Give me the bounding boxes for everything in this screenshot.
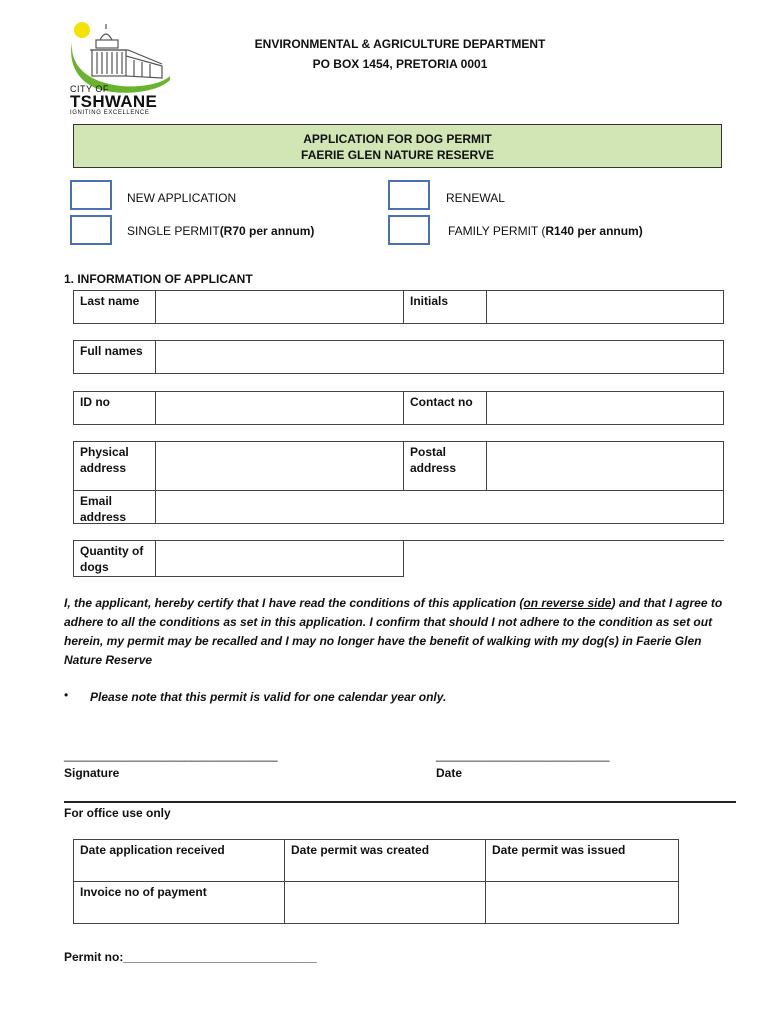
email-label-line1: Email bbox=[80, 494, 113, 508]
permit-no bbox=[64, 950, 317, 964]
postal-address-label-line1: Postal bbox=[410, 445, 447, 459]
office-divider bbox=[64, 801, 736, 803]
initials-field[interactable] bbox=[486, 290, 724, 324]
note-bullet: • bbox=[64, 688, 69, 702]
form-subtitle: FAERIE GLEN NATURE RESERVE bbox=[301, 148, 494, 162]
date-issued-cell[interactable]: Date permit was issued bbox=[485, 839, 679, 882]
signature-line[interactable]: ________________________________ bbox=[64, 748, 278, 762]
last-name-label: Last name bbox=[73, 290, 156, 324]
id-no-field[interactable] bbox=[155, 391, 404, 425]
certification-text-2: ) and that I agree to adhere to all the conditions as set in this application. I confirm that should I not adhere to the condition as set out herein, my permit may be recalled and I may no longer have the benefit of walking with my dog(s) in Faerie Glen Nature Reserve bbox=[64, 596, 723, 667]
logo-sun bbox=[74, 22, 90, 38]
logo-city-of: CITY OF bbox=[70, 84, 109, 94]
section-heading-applicant: 1. INFORMATION OF APPLICANT bbox=[64, 272, 253, 286]
physical-address-label-line1: Physical bbox=[80, 445, 129, 459]
email-label-line2: address bbox=[80, 510, 127, 524]
full-names-label: Full names bbox=[73, 340, 156, 374]
single-permit-price: (R70 per annum) bbox=[219, 224, 315, 238]
physical-address-label-line2: address bbox=[80, 461, 127, 475]
quantity-row-top-line bbox=[403, 540, 724, 541]
physical-address-field[interactable] bbox=[155, 441, 404, 491]
form-title: APPLICATION FOR DOG PERMIT bbox=[303, 132, 492, 146]
certification-text-1: I, the applicant, hereby certify that I have read the conditions of this application ( bbox=[64, 596, 524, 610]
postal-address-field[interactable] bbox=[486, 441, 724, 491]
email-label bbox=[73, 490, 156, 524]
certification-statement bbox=[64, 594, 740, 670]
id-no-label: ID no bbox=[73, 391, 156, 425]
logo-tagline: IGNITING EXCELLENCE bbox=[70, 110, 150, 116]
date-created-cell[interactable]: Date permit was created bbox=[284, 839, 486, 882]
validity-note: Please note that this permit is valid for one calendar year only. bbox=[90, 690, 447, 704]
form-title-box bbox=[73, 124, 722, 168]
family-permit-label bbox=[448, 224, 643, 238]
office-empty-cell-1[interactable] bbox=[284, 881, 486, 924]
office-empty-cell-2[interactable] bbox=[485, 881, 679, 924]
date-line[interactable]: __________________________ bbox=[436, 748, 610, 762]
invoice-no-cell[interactable]: Invoice no of payment bbox=[73, 881, 285, 924]
single-permit-text: SINGLE PERMIT bbox=[127, 224, 220, 238]
initials-label: Initials bbox=[403, 290, 487, 324]
physical-address-label bbox=[73, 441, 156, 491]
date-received-cell[interactable]: Date application received bbox=[73, 839, 285, 882]
department-name: ENVIRONMENTAL & AGRICULTURE DEPARTMENT bbox=[254, 37, 546, 51]
renewal-checkbox[interactable] bbox=[388, 180, 430, 210]
contact-no-field[interactable] bbox=[486, 391, 724, 425]
single-permit-checkbox[interactable] bbox=[70, 215, 112, 245]
signature-label: Signature bbox=[64, 766, 120, 780]
postal-address-label bbox=[403, 441, 487, 491]
quantity-label-line2: dogs bbox=[80, 560, 109, 574]
certification-underlined: on reverse side bbox=[523, 596, 612, 610]
permit-no-line[interactable]: _____________________________ bbox=[123, 950, 317, 964]
email-field[interactable] bbox=[155, 490, 724, 524]
single-permit-label bbox=[127, 224, 314, 238]
family-permit-checkbox[interactable] bbox=[388, 215, 430, 245]
office-use-heading: For office use only bbox=[64, 806, 171, 820]
new-application-checkbox[interactable] bbox=[70, 180, 112, 210]
logo-tshwane: TSHWANE bbox=[70, 92, 158, 111]
permit-no-label: Permit no: bbox=[64, 950, 124, 964]
quantity-of-dogs-label bbox=[73, 540, 156, 577]
contact-no-label: Contact no bbox=[403, 391, 487, 425]
date-label: Date bbox=[436, 766, 463, 780]
new-application-label: NEW APPLICATION bbox=[127, 191, 237, 205]
family-permit-text: FAMILY PERMIT ( bbox=[448, 224, 546, 238]
department-address: PO BOX 1454, PRETORIA 0001 bbox=[312, 57, 488, 71]
full-names-field[interactable] bbox=[155, 340, 724, 374]
quantity-of-dogs-field[interactable] bbox=[155, 540, 404, 577]
family-permit-price: R140 per annum) bbox=[545, 224, 643, 238]
last-name-field[interactable] bbox=[155, 290, 404, 324]
postal-address-label-line2: address bbox=[410, 461, 457, 475]
quantity-label-line1: Quantity of bbox=[80, 544, 144, 558]
renewal-label: RENEWAL bbox=[446, 191, 505, 205]
